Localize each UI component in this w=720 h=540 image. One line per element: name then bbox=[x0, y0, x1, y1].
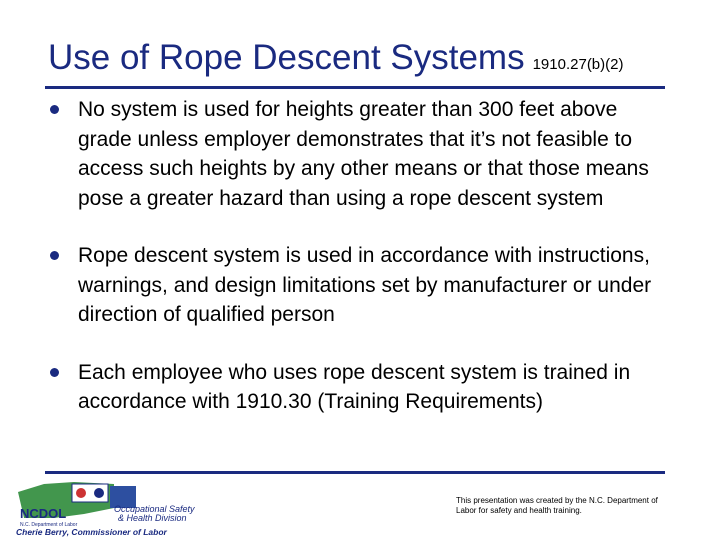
logo-commissioner: Cherie Berry, Commissioner of Labor bbox=[16, 527, 167, 537]
slide-title-row bbox=[48, 38, 623, 78]
bullet-item bbox=[48, 358, 668, 417]
ncdol-logo bbox=[14, 478, 204, 538]
bullet-text: Rope descent system is used in accordance with instructions, warnings, and design limitations set by manufacturer or under direction of qualified person bbox=[78, 244, 652, 326]
title-divider bbox=[45, 86, 665, 89]
bullet-text: Each employee who uses rope descent system is trained in accordance with 1910.30 (Training Requirements) bbox=[78, 360, 631, 413]
bullet-dot-icon bbox=[50, 368, 59, 377]
bullet-dot-icon bbox=[50, 251, 59, 260]
logo-division-line1: Occupational Safety bbox=[114, 504, 195, 514]
slide-title: Use of Rope Descent Systems bbox=[48, 38, 525, 77]
footer-note: This presentation was created by the N.C. Department of Labor for safety and health training. bbox=[456, 496, 658, 515]
bullet-item bbox=[48, 95, 668, 213]
bullet-list bbox=[48, 95, 668, 417]
bullet-dot-icon bbox=[50, 105, 59, 114]
bullet-text: No system is used for heights greater than 300 feet above grade unless employer demonstrates that it’s not feasible to access such heights by any other means or that those means pose a greater hazard than using a rope descent system bbox=[78, 98, 649, 210]
bullet-item bbox=[48, 241, 668, 330]
footer-divider bbox=[45, 471, 665, 474]
logo-division-line2: & Health Division bbox=[118, 513, 187, 523]
logo-org: NCDOL bbox=[20, 506, 67, 521]
regulation-citation: 1910.27(b)(2) bbox=[532, 56, 624, 73]
logo-dept: N.C. Department of Labor bbox=[20, 522, 78, 528]
